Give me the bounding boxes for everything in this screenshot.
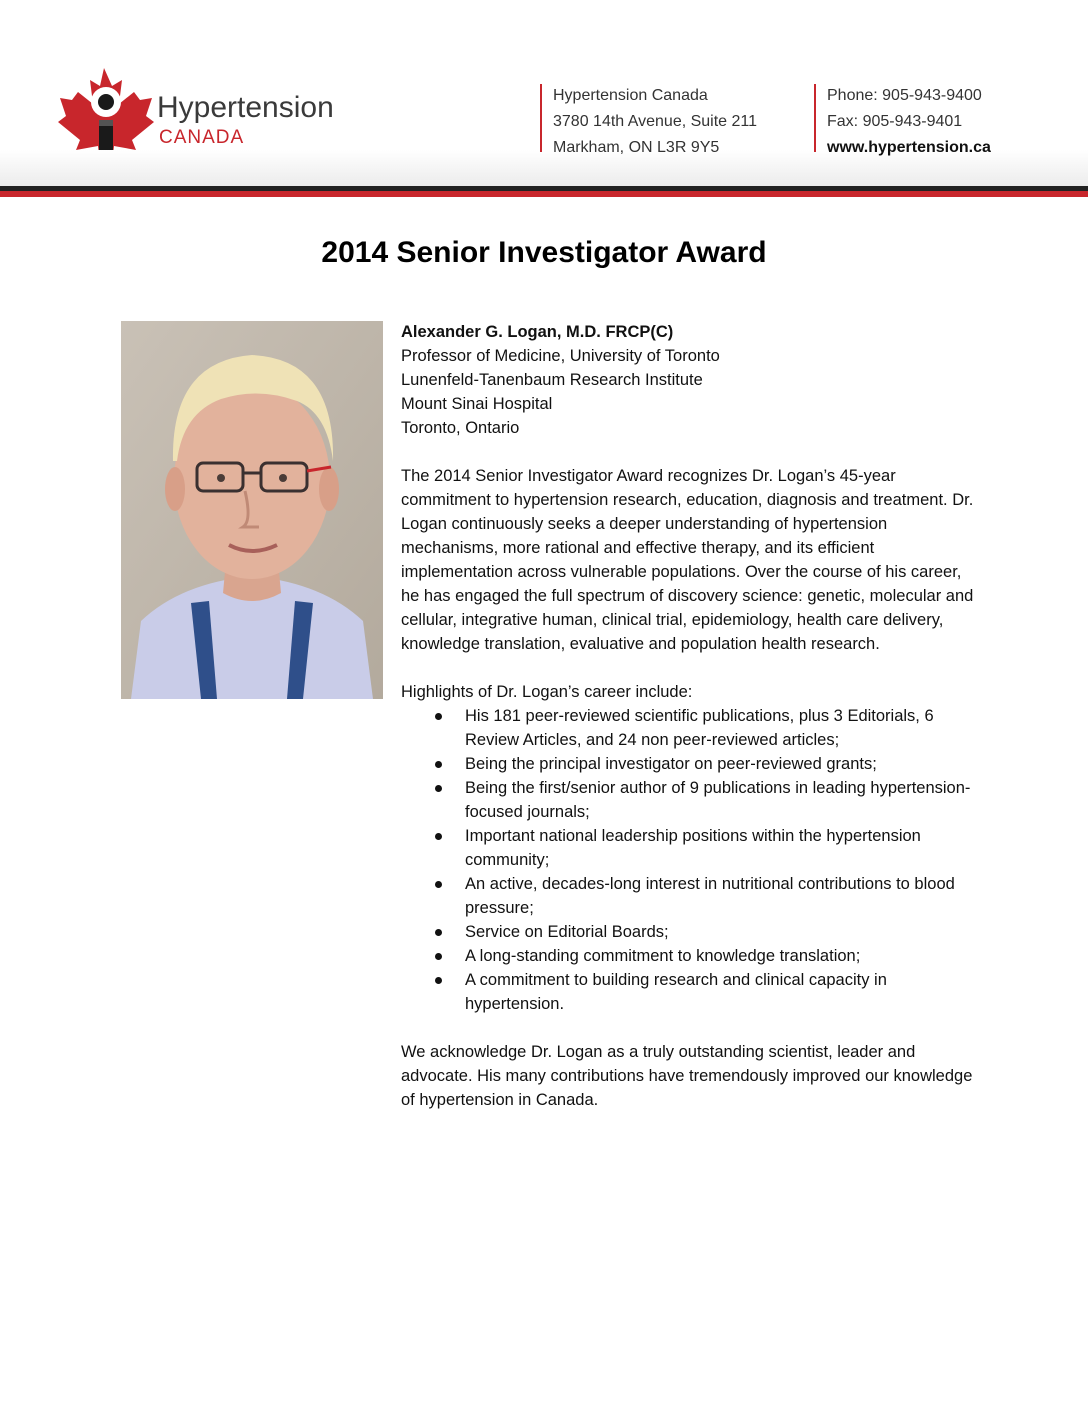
list-item-text: An active, decades-long interest in nutritional contributions to blood pressure; (465, 875, 955, 917)
divider (540, 84, 542, 152)
award-description: The 2014 Senior Investigator Award recognizes Dr. Logan’s 45-year commitment to hypertension research, education, diagnosis and treatment. Dr. Logan continuously seeks a deeper understanding of hypertension mechanisms, more rational and effective therapy, and its efficient implementation across vulnerable populations. Over the course of his career, he has engaged the full spectrum of discovery science: genetic, molecular and cellular, integrative human, clinical trial, epidemiology, health care delivery, knowledge translation, evaluative and population health research. (401, 467, 974, 653)
highlights-intro: Highlights of Dr. Logan’s career include: (401, 683, 693, 701)
list-item (401, 776, 981, 824)
list-item-text: His 181 peer-reviewed scientific publications, plus 3 Editorials, 6 Review Articles, and 24 non peer-reviewed articles; (465, 707, 934, 749)
bullet-icon (435, 977, 442, 984)
list-item (401, 824, 981, 872)
highlights-list (401, 704, 981, 1016)
list-item (401, 968, 981, 1016)
logo-subtitle: CANADA (159, 127, 245, 148)
list-item-text: Important national leadership positions within the hypertension community; (465, 827, 921, 869)
list-item (401, 704, 981, 752)
address-line: Hypertension Canada (553, 87, 708, 104)
address-block (553, 83, 757, 161)
fax-text: Fax: 905-943-9401 (827, 113, 963, 130)
affiliation-line: Professor of Medicine, University of Toronto (401, 347, 720, 365)
list-item-text: A commitment to building research and clinical capacity in hypertension. (465, 971, 887, 1013)
bullet-icon (435, 881, 442, 888)
divider (814, 84, 816, 152)
closing-paragraph: We acknowledge Dr. Logan as a truly outstanding scientist, leader and advocate. His many contributions have tremendously improved our knowledge of hypertension in Canada. (401, 1043, 973, 1109)
list-item-text: Being the principal investigator on peer-reviewed grants; (465, 755, 877, 773)
phone-text: Phone: 905-943-9400 (827, 87, 982, 104)
list-item (401, 872, 981, 920)
list-item (401, 920, 981, 944)
letterhead (0, 0, 1088, 200)
logo-wordmark: Hypertension (157, 91, 334, 124)
list-item-text: A long-standing commitment to knowledge translation; (465, 947, 861, 965)
contact-block (827, 83, 991, 161)
bullet-icon (435, 713, 442, 720)
list-item-text: Service on Editorial Boards; (465, 923, 669, 941)
recipient-portrait (121, 321, 383, 699)
page-title: 2014 Senior Investigator Award (321, 236, 767, 269)
bullet-icon (435, 785, 442, 792)
affiliation-line: Toronto, Ontario (401, 419, 520, 437)
bullet-icon (435, 833, 442, 840)
website-link[interactable]: www.hypertension.ca (827, 139, 991, 156)
affiliation-line: Mount Sinai Hospital (401, 395, 553, 413)
list-item-text: Being the first/senior author of 9 publications in leading hypertension- focused journals; (465, 779, 971, 821)
award-text (401, 320, 981, 1112)
address-line: 3780 14th Avenue, Suite 211 (553, 113, 758, 130)
address-line: Markham, ON L3R 9Y5 (553, 139, 720, 156)
list-item (401, 752, 981, 776)
bullet-icon (435, 929, 442, 936)
recipient-name: Alexander G. Logan, M.D. FRCP(C) (401, 323, 674, 341)
affiliation-line: Lunenfeld-Tanenbaum Research Institute (401, 371, 703, 389)
bullet-icon (435, 953, 442, 960)
bullet-icon (435, 761, 442, 768)
list-item (401, 944, 981, 968)
header-band-accent (0, 191, 1088, 197)
